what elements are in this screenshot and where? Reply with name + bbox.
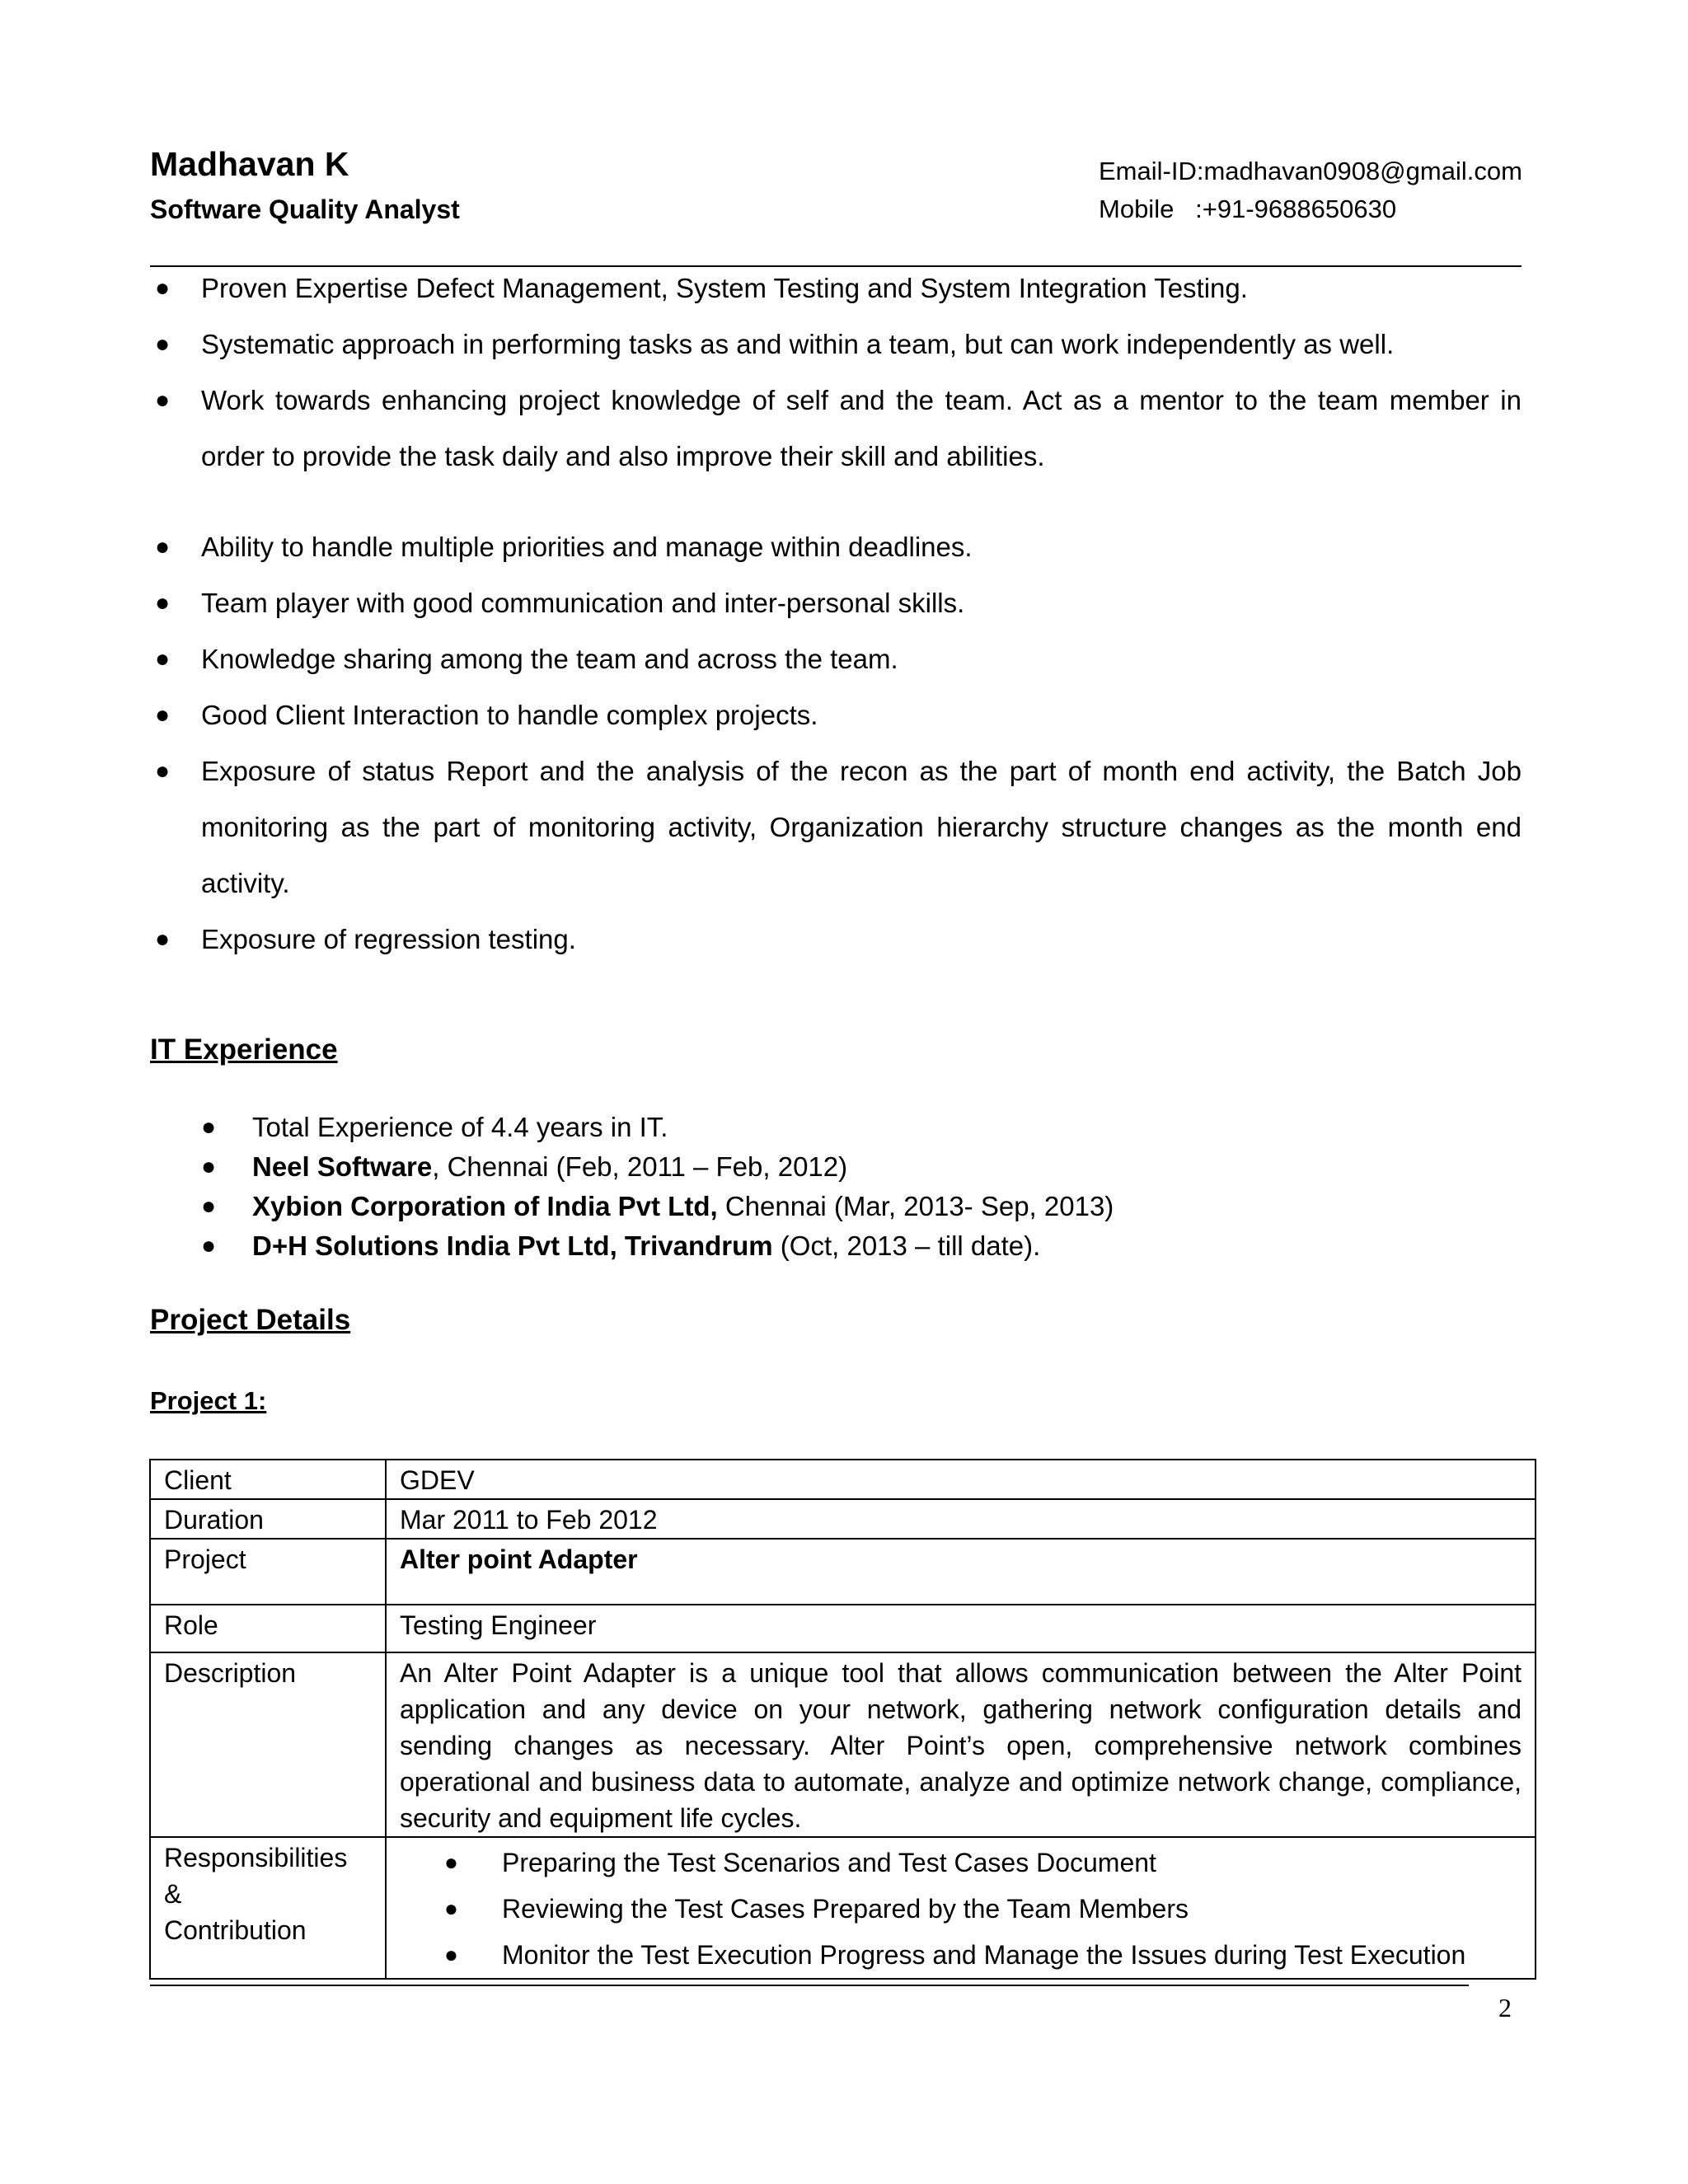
- bullet-icon: ●: [155, 926, 171, 953]
- experience-item: ● Total Experience of 4.4 years in IT.: [201, 1108, 1114, 1147]
- role-value: Testing Engineer: [386, 1605, 1536, 1652]
- bullet-icon: ●: [201, 1153, 217, 1180]
- bullet-icon: ●: [201, 1232, 217, 1259]
- project-label: Project: [150, 1539, 386, 1605]
- page-number: 2: [1498, 1993, 1512, 2022]
- summary-list-2: [150, 519, 1522, 968]
- experience-item: ● D+H Solutions India Pvt Ltd, Trivandrum (Oct, 2013 – till date).: [201, 1226, 1114, 1266]
- bullet-icon: ●: [201, 1193, 217, 1220]
- summary-list: [150, 260, 1522, 485]
- experience-list: [201, 1108, 1114, 1266]
- contact-email: Email-ID:madhavan0908@gmail.com: [1099, 157, 1522, 185]
- bullet-icon: ●: [155, 387, 171, 414]
- experience-item: ● Xybion Corporation of India Pvt Ltd, Chennai (Mar, 2013- Sep, 2013): [201, 1187, 1114, 1226]
- responsibilities-value: [386, 1837, 1536, 1979]
- table-row: [150, 1539, 1536, 1605]
- project-value: Alter point Adapter: [386, 1539, 1536, 1605]
- bullet-icon: ●: [444, 1849, 458, 1875]
- client-label: Client: [150, 1460, 386, 1499]
- bullet-icon: ●: [155, 274, 171, 302]
- list-item: ● Preparing the Test Scenarios and Test Cases Document: [387, 1840, 1522, 1886]
- table-row: [150, 1605, 1536, 1652]
- duration-value: Mar 2011 to Feb 2012: [386, 1499, 1536, 1539]
- summary-item: ● Exposure of regression testing.: [150, 912, 1522, 968]
- bullet-icon: ●: [155, 757, 171, 785]
- client-value: GDEV: [386, 1460, 1536, 1499]
- bullet-icon: ●: [155, 645, 171, 673]
- table-row: [150, 1499, 1536, 1539]
- duration-label: Duration: [150, 1499, 386, 1539]
- candidate-name: Madhavan K: [150, 145, 349, 183]
- table-row: [150, 1460, 1536, 1499]
- bullet-icon: ●: [155, 533, 171, 560]
- experience-item: ● Neel Software, Chennai (Feb, 2011 – Feb, 2012): [201, 1147, 1114, 1187]
- project-1-heading: Project 1:: [150, 1386, 267, 1415]
- summary-item: ● Good Client Interaction to handle complex projects.: [150, 687, 1522, 743]
- bullet-icon: ●: [155, 589, 171, 616]
- bullet-icon: ●: [444, 1942, 458, 1967]
- candidate-title: Software Quality Analyst: [150, 194, 460, 224]
- project-details-heading: Project Details: [150, 1304, 351, 1336]
- summary-item: ● Exposure of status Report and the analysis of the recon as the part of month end activity, the Batch Job monitoring as the part of monitoring activity, Organization hierarchy structure changes as the month end activity.: [150, 743, 1522, 912]
- list-item: ● Monitor the Test Execution Progress and Manage the Issues during Test Execution: [387, 1932, 1522, 1978]
- summary-item: ● Team player with good communication and inter-personal skills.: [150, 575, 1522, 631]
- summary-item: ● Systematic approach in performing tasks as and within a team, but can work independently as well.: [150, 316, 1522, 373]
- contact-mobile: Mobile :+91-9688650630: [1099, 194, 1397, 223]
- summary-item: ● Proven Expertise Defect Management, System Testing and System Integration Testing.: [150, 260, 1522, 316]
- bullet-icon: ●: [155, 330, 171, 358]
- bullet-icon: ●: [155, 701, 171, 729]
- summary-item: ● Work towards enhancing project knowledge of self and the team. Act as a mentor to the team member in order to provide the task daily and also improve their skill and abilities.: [150, 373, 1522, 485]
- summary-item: ● Knowledge sharing among the team and across the team.: [150, 631, 1522, 687]
- bullet-icon: ●: [444, 1896, 458, 1921]
- responsibilities-label: Responsibilities & Contribution: [150, 1837, 386, 1979]
- description-value: An Alter Point Adapter is a unique tool that allows communication between the Alter Point application and any device on your network, gathering network configuration details and sending changes as necessary. Alter Point’s open, comprehensive network combines operational and business data to automate, analyze and optimize network change, compliance, security and equipment life cycles.: [386, 1652, 1536, 1837]
- description-label: Description: [150, 1652, 386, 1837]
- responsibilities-list: [387, 1840, 1522, 1978]
- it-experience-heading: IT Experience: [150, 1033, 338, 1066]
- bullet-icon: ●: [201, 1113, 217, 1141]
- summary-item: ● Ability to handle multiple priorities and manage within deadlines.: [150, 519, 1522, 575]
- project-table: [149, 1459, 1536, 1980]
- table-row: [150, 1652, 1536, 1837]
- role-label: Role: [150, 1605, 386, 1652]
- list-item: ● Reviewing the Test Cases Prepared by the Team Members: [387, 1886, 1522, 1932]
- table-row: [150, 1837, 1536, 1979]
- footer-divider: [150, 1985, 1469, 1986]
